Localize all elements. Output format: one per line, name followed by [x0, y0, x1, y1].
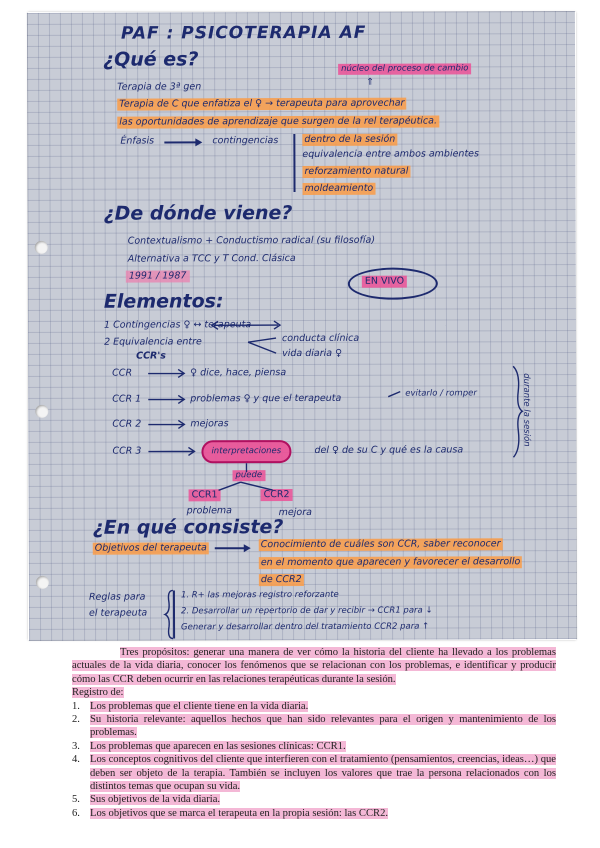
item-text: Sus objetivos de la vida diaria. — [90, 794, 221, 806]
registro-list — [72, 700, 556, 821]
sketch-marks — [27, 11, 577, 641]
reglas-line: Generar y desarrollar dentro del tratamiento CCR2 para ↑ — [181, 621, 430, 633]
de-donde-line: Contextualismo + Conductismo radical (su filosofía) — [127, 234, 376, 247]
item-number: 5. — [72, 794, 80, 806]
item-text: Los conceptos cognitivos del cliente que interfieren con el tratamiento (pensamientos, creencias, ideas…) que deben ser objeto de la terapia. También se incluyen los valores que trae la persona relacionados con los distintos temas que ocupan su vida. — [90, 754, 556, 793]
list-item — [72, 700, 556, 713]
equiv-item: conducta clínica — [282, 332, 360, 345]
pill-ccr1: CCR1 — [189, 489, 221, 501]
list-item — [72, 713, 556, 740]
item-text: Los problemas que el cliente tiene en la vida diaria. — [90, 700, 309, 712]
item-number: 6. — [72, 807, 80, 819]
enfasis-item: equivalencia entre ambos ambientes — [302, 148, 479, 160]
enfasis-item: dentro de la sesión — [302, 134, 397, 146]
item-text: Los objetivos que se marca el terapeuta en la propia sesión: las CCR2. — [90, 807, 389, 819]
reglas-line: 2. Desarrollar un repertorio de dar y recibir → CCR1 para ↓ — [180, 605, 433, 617]
list-item — [72, 740, 556, 753]
ccr-desc: del ♀ de su C y qué es la causa — [314, 444, 464, 456]
under-ccr2: mejora — [278, 506, 312, 519]
que-es-line: Terapia de 3ª gen — [117, 81, 202, 93]
arrow-ccr — [148, 369, 184, 377]
ccr-code: CCR 1 — [112, 393, 142, 405]
registro-heading — [72, 686, 556, 699]
branch-to-pills — [219, 482, 273, 490]
que-es-line: las oportunidades de aprendizaje que surgen de la rel terapéutica. — [117, 116, 439, 129]
de-donde-years: 1991 / 1987 — [126, 270, 190, 282]
enfasis-item: moldeamiento — [303, 183, 376, 195]
de-donde-line: Alternativa a TCC y T Cond. Clásica — [127, 253, 296, 265]
typed-intro — [72, 646, 556, 686]
que-es-line: Terapia de C que enfatiza el ♀ → terapeuta para aprovechar — [117, 98, 406, 111]
ccr-code: CCR 3 — [112, 445, 142, 457]
ccr1-note: evitarlo / romper — [405, 388, 477, 399]
arrow-ccr3 — [148, 447, 194, 455]
right-brace — [513, 366, 522, 457]
registro-text: Registro de: — [72, 687, 124, 699]
heading-de-donde: ¿De dónde viene? — [103, 202, 293, 225]
heading-en-que: ¿En qué consiste? — [92, 516, 284, 539]
typed-notes — [72, 646, 556, 820]
enfasis-item: reforzamiento natural — [302, 166, 410, 178]
elementos-line: 2 Equivalencia entre — [104, 336, 202, 348]
ccr-desc: problemas ♀ y que el terapeuta — [190, 392, 342, 405]
objetivos-line: en el momento que aparecen y favorecer el desarrollo — [259, 556, 522, 568]
intro-text: Tres propósitos: generar una manera de ver cómo la historia del cliente ha llevado a los problemas actuales de la vida diaria, conocer los fenómenos que se relacionan con los problemas, e identificar y producir cómo las CCR deben ocurrir en las relaciones terapéuticas durante la sesión. — [72, 647, 556, 685]
page-title: PAF : PSICOTERAPIA AF — [120, 22, 367, 44]
heading-elementos: Elementos: — [103, 290, 224, 313]
reglas-label: el terapeuta — [88, 607, 148, 619]
notebook-photo — [27, 11, 577, 641]
left-brace — [165, 590, 173, 638]
arrow-ccr1 — [148, 395, 184, 403]
objetivos-line: Conocimiento de cuáles son CCR, saber reconocer — [259, 538, 503, 550]
enfasis-label: Énfasis — [120, 135, 155, 147]
item-text: Los problemas que aparecen en las sesiones clínicas: CCR1. — [90, 740, 346, 752]
ccr-desc: mejoras — [190, 418, 229, 430]
ccrs-label: CCR's — [136, 350, 166, 362]
arrow-to-conducta — [248, 338, 276, 342]
puede-label: puede — [233, 470, 266, 481]
enfasis-target: contingencias — [212, 135, 279, 147]
item-number: 2. — [72, 714, 80, 726]
up-arrow-mark: ⇑ — [366, 76, 375, 88]
item-number: 3. — [72, 740, 80, 752]
item-text: Su historia relevante: aquellos hechos que han sido relevantes para el origen y mantenimiento de los problemas. — [90, 714, 556, 739]
list-item — [72, 793, 556, 806]
list-item — [72, 807, 556, 820]
interpretaciones-pill: interpretaciones — [201, 440, 291, 463]
side-label: durante la sesión — [521, 373, 532, 447]
reglas-line: 1. R+ las mejoras registro reforzante — [180, 589, 339, 601]
objetivos-line: de CCR2 — [259, 574, 304, 586]
objetivos-label: Objetivos del terapeuta — [93, 542, 209, 554]
arrow-ccr1-note — [388, 392, 400, 397]
item-number: 4. — [72, 754, 80, 766]
item-number: 1. — [72, 700, 80, 712]
list-item — [72, 753, 556, 793]
arrow-to-vida — [248, 342, 276, 353]
ccr-code: CCR — [112, 367, 133, 379]
under-ccr1: problema — [186, 505, 233, 517]
reglas-label: Reglas para — [88, 591, 146, 603]
arrow-ccr2 — [148, 420, 184, 428]
core-tag: núcleo del proceso de cambio — [338, 63, 471, 74]
pill-ccr2: CCR2 — [261, 489, 293, 501]
ccr-code: CCR 2 — [112, 418, 142, 430]
elementos-line: 1 Contingencias ♀ ↔ terapeuta — [103, 319, 252, 331]
heading-que-es: ¿Qué es? — [103, 48, 199, 71]
en-vivo-label: EN VIVO — [362, 276, 407, 288]
equiv-item: vida diaria ♀ — [282, 347, 343, 360]
ccr-desc: ♀ dice, hace, piensa — [190, 367, 287, 379]
